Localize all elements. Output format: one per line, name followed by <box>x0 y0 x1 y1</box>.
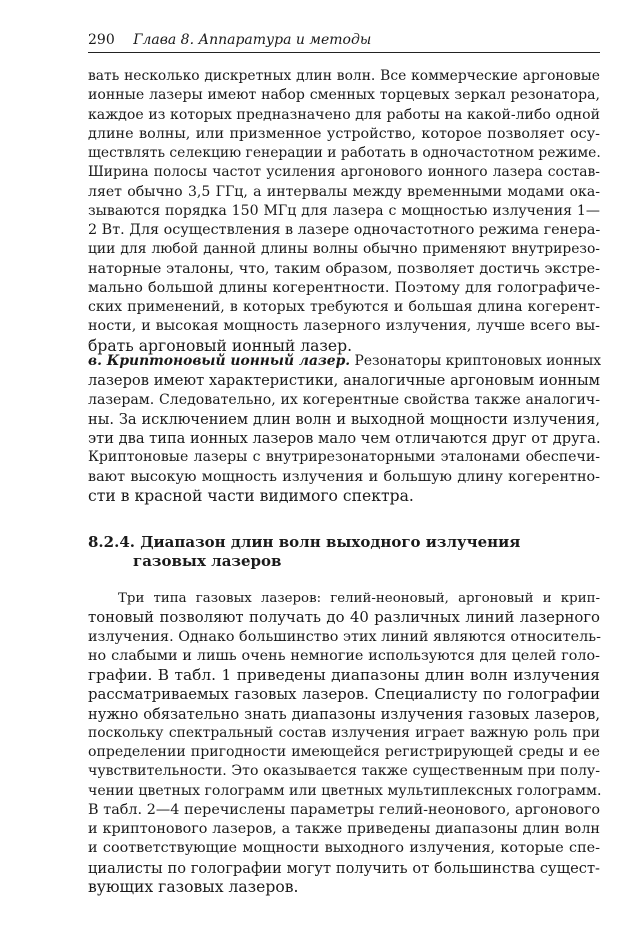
text-line: ности, и высокая мощность лазерного излучения, лучше всего вы- <box>88 318 600 335</box>
text-line: ны. За исключением длин волн и выходной мощности излучения, <box>88 410 600 428</box>
text-line: графии. В табл. 1 приведены диапазоны длин волн излучения <box>88 666 600 684</box>
running-head <box>88 30 600 53</box>
text-line: нужно обязательно знать диапазоны излучения газовых лазеров, <box>88 705 600 723</box>
text-line: лазерам. Следовательно, их когерентные свойства также аналогич- <box>88 391 600 408</box>
text-line: излучения. Однако большинство этих линий являются относитель- <box>88 628 601 645</box>
text-line: лазеров имеют характеристики, аналогичные аргоновым ионным <box>88 372 600 390</box>
text-line: поскольку спектральный состав излучения играет важную роль при <box>88 724 600 741</box>
text-line: Три типа газовых лазеров: гелий-неоновый, аргоновый и крип- <box>118 591 600 606</box>
text-line: тоновый позволяют получать до 40 различных линий лазерного <box>88 608 600 627</box>
text-line: каждое из которых предназначено для работы на какой-либо одной <box>88 106 600 123</box>
text-line: 2 Вт. Для осуществления в лазере одночастотного режима генера- <box>88 222 601 238</box>
paragraph-argon-laser <box>88 67 600 356</box>
paragraph-krypton-laser <box>88 352 600 506</box>
paragraph-gas-laser-ranges <box>88 589 600 897</box>
text-line: эти два типа ионных лазеров мало чем отличаются друг от друга. <box>88 430 601 447</box>
text-line: ществлять селекцию генерации и работать в одночастотном режиме. <box>88 145 601 161</box>
text-line: циалисты по голографии могут получить от большинства сущест- <box>88 859 600 877</box>
text-line: вать несколько дискретных длин волн. Все коммерческие аргоновые <box>88 68 600 84</box>
text-line: длине волны, или призменное устройство, которое позволяет осу- <box>88 125 600 142</box>
chapter-title: Глава 8. Аппаратура и методы <box>133 32 372 48</box>
text-line: вают высокую мощность излучения и большую длину когерентно- <box>88 468 600 485</box>
run-in-heading: в. Криптоновый ионный лазер. <box>88 353 351 369</box>
text-line: мально большой длины когерентности. Поэтому для голографиче- <box>88 279 600 296</box>
text-line: ляет обычно 3,5 ГГц, а интервалы между временными модами ока- <box>88 183 600 200</box>
text-line: определении пригодности имеющейся регистрирующей среды и ее <box>88 744 600 760</box>
text-line: и криптонового лазеров, а также приведены диапазоны длин волн <box>88 821 600 837</box>
text-line: ских применений, в которых требуются и большая длина когерент- <box>88 299 600 315</box>
text-line: зываются порядка 150 МГц для лазера с мощностью излучения 1— <box>88 202 600 219</box>
page-number: 290 <box>88 32 115 48</box>
section-heading <box>88 533 600 571</box>
text-line: чении цветных голограмм или цветных мультиплексных голограмм. <box>88 782 602 799</box>
text-line: вующих газовых лазеров. <box>88 877 299 896</box>
text-line: рассматриваемых газовых лазеров. Специалисту по голографии <box>88 685 600 704</box>
text-span: Резонаторы криптоновых ионных <box>350 353 602 369</box>
text-line: Ширина полосы частот усиления аргонового ионного лазера состав- <box>88 164 600 181</box>
text-line: наторные эталоны, что, таким образом, позволяет достичь экстре- <box>88 260 600 277</box>
text-line: ции для любой данной длины волны обычно применяют внутрирезо- <box>88 241 600 258</box>
section-heading-line: 8.2.4. Диапазон длин волн выходного излучения <box>88 533 521 551</box>
text-line <box>88 352 600 371</box>
section-heading-line: газовых лазеров <box>133 552 282 570</box>
text-line: сти в красной части видимого спектра. <box>88 486 414 505</box>
text-line: ионные лазеры имеют набор сменных торцевых зеркал резонатора, <box>88 87 600 104</box>
text-line: Криптоновые лазеры с внутрирезонаторными эталонами обеспечи- <box>88 449 600 466</box>
text-line: и соответствующие мощности выходного излучения, которые спе- <box>88 840 600 857</box>
text-line: но слабыми и лишь очень немногие используются для целей голо- <box>88 647 600 664</box>
text-line: В табл. 2—4 перечислены параметры гелий-неонового, аргонового <box>88 801 600 818</box>
text-line: чувствительности. Это оказывается также существенным при полу- <box>88 763 600 780</box>
text-line: брать аргоновый ионный лазер. <box>88 336 353 355</box>
